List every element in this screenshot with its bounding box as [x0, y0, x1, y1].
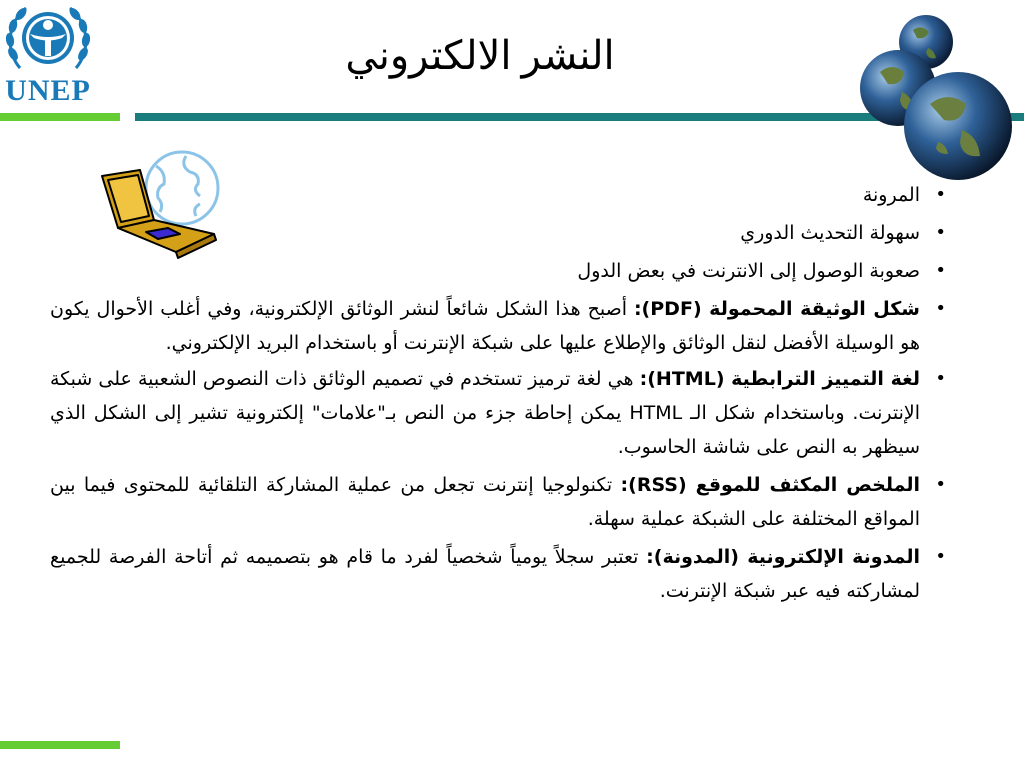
- slide-title: النشر الالكتروني: [345, 33, 615, 78]
- bullet-bold-term: المدونة الإلكترونية (المدونة):: [646, 546, 920, 568]
- footer-divider-green: [0, 741, 120, 749]
- bullet-text: سهولة التحديث الدوري: [740, 222, 920, 244]
- bullet-text: هي لغة ترميز تستخدم في تصميم الوثائق ذات النصوص الشعبية على شبكة الإنترنت. وباستخدام شكل الـ HTML يمكن إحاطة جزء من النص بـ"علامات" إلكترونية تشير إلى الشكل الذي سيظهر به النص على شاشة الحاسوب.: [50, 368, 921, 458]
- globes-icon: [858, 12, 1018, 184]
- bullet-text: صعوبة الوصول إلى الانترنت في بعض الدول: [577, 260, 920, 282]
- header-divider-green: [0, 113, 120, 121]
- logo-text: UNEP: [5, 74, 91, 107]
- bullet-bold-term: لغة التمييز الترابطية (HTML):: [639, 368, 920, 390]
- unep-emblem-icon: [0, 0, 96, 80]
- bullet-item: [50, 468, 920, 536]
- bullet-item: [50, 254, 920, 288]
- bullet-bold-term: الملخص المكثف للموقع (RSS):: [620, 474, 921, 496]
- bullet-text: تكنولوجيا إنترنت تجعل من عملية المشاركة التلقائية للمحتوى فيما بين المواقع المختلفة على الشبكة عملية سهلة.: [50, 474, 920, 530]
- bullet-list: [50, 178, 920, 608]
- bullet-item: [50, 216, 920, 250]
- bullet-item: [50, 540, 920, 608]
- bullet-text: أصبح هذا الشكل شائعاً لنشر الوثائق الإلكترونية، وفي أغلب الأحوال يكون هو الوسيلة الأفضل لنقل الوثائق والإطلاع عليها على شبكة الإنترنت أو باستخدام البريد الإلكتروني.: [50, 298, 920, 354]
- bullet-list-container: [50, 178, 920, 608]
- bullet-text: المرونة: [862, 184, 920, 206]
- bullet-item: [50, 178, 920, 212]
- bullet-item: [50, 362, 920, 464]
- bullet-text: تعتبر سجلاً يومياً شخصياً لفرد ما قام هو بتصميمه ثم أتاحة الفرصة للجميع لمشاركته فيه عبر شبكة الإنترنت.: [50, 546, 920, 602]
- bullet-item: [50, 292, 920, 360]
- unep-logo: [0, 0, 96, 112]
- bullet-bold-term: شكل الوثيقة المحمولة (PDF):: [633, 298, 920, 320]
